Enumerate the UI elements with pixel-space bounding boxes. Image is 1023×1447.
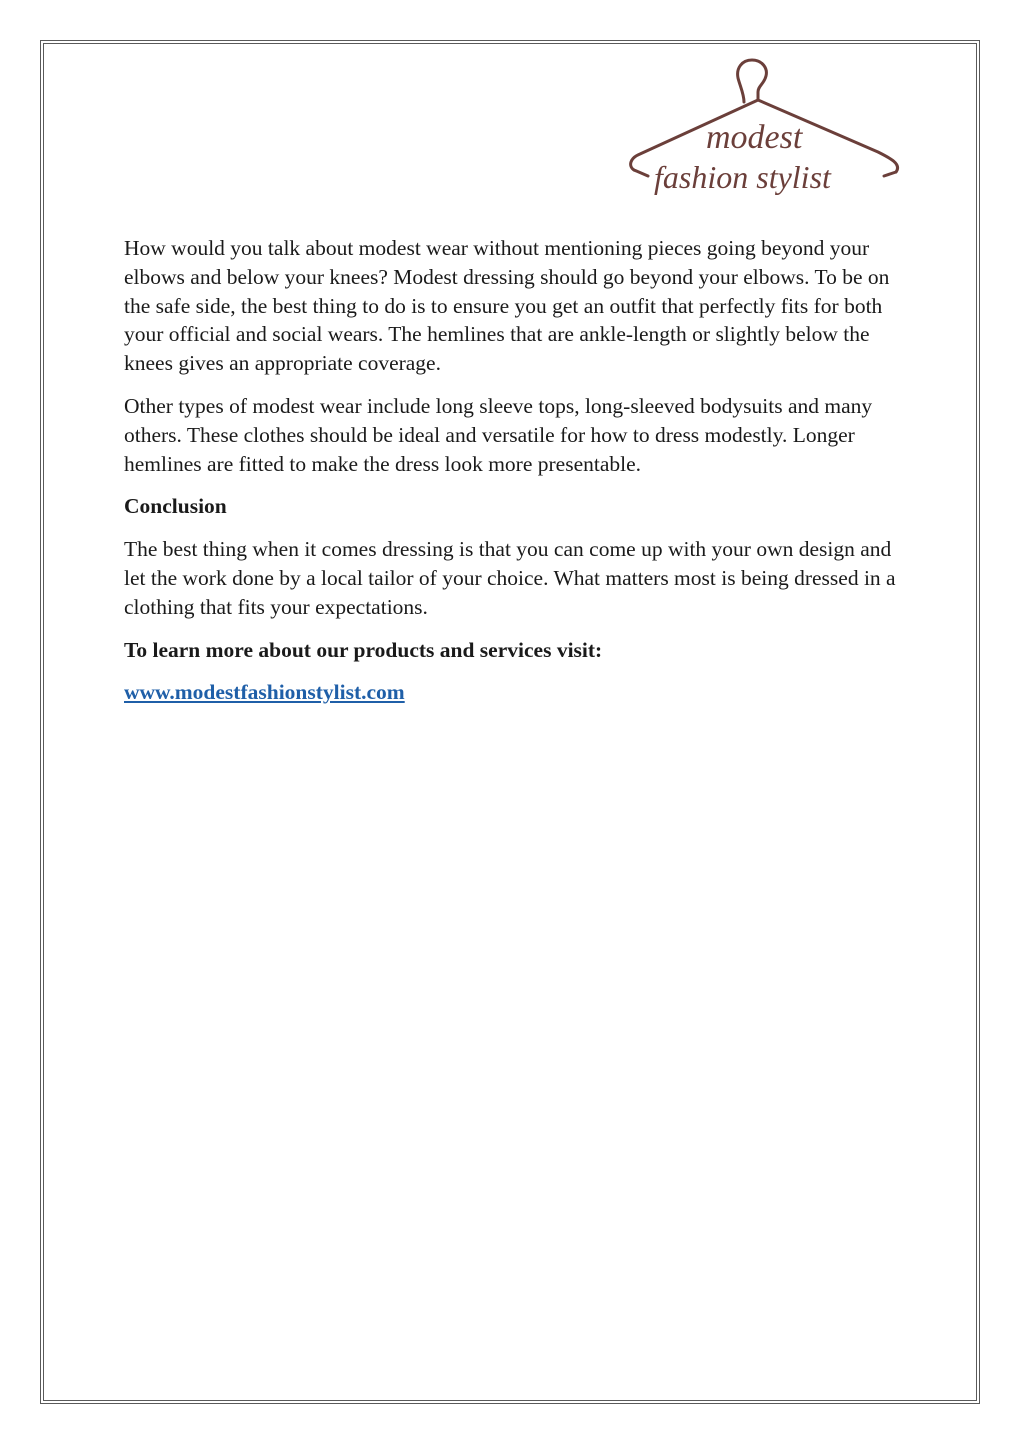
paragraph-conclusion: The best thing when it comes dressing is that you can come up with your own design and let the work done by a local tailor of your choice. What matters most is being dressed in a clothing that fits your expectations. [124, 537, 896, 619]
call-to-action-text: To learn more about our products and services visit: [124, 637, 603, 662]
section-heading-conclusion: Conclusion [124, 494, 227, 519]
hanger-bar-left [634, 170, 648, 176]
logo-word-modest: modest [706, 119, 803, 156]
modest-fashion-stylist-logo [626, 56, 906, 201]
website-link[interactable]: www.modestfashionstylist.com [124, 680, 405, 705]
paragraph-modest-wear-types: Other types of modest wear include long sleeve tops, long-sleeved bodysuits and many others. These clothes should be ideal and versatile for how to dress modestly. Longer hemlines are fitted to make the dress look more presentable. [124, 393, 873, 476]
paragraph-modest-wear-intro: How would you talk about modest wear without mentioning pieces going beyond your elbows and below your knees? Modest dressing should go beyond your elbows. To be on the safe side, the best thing to do is to ensure you get an outfit that perfectly fits for both your official and social wears. The hemlines that are ankle-length or slightly below the knees gives an appropriate coverage. [124, 236, 890, 376]
document-body [124, 234, 904, 707]
hanger-bar-right [884, 172, 896, 176]
hanger-hook [738, 60, 767, 102]
logo-word-fashion-stylist: fashion stylist [654, 159, 831, 195]
